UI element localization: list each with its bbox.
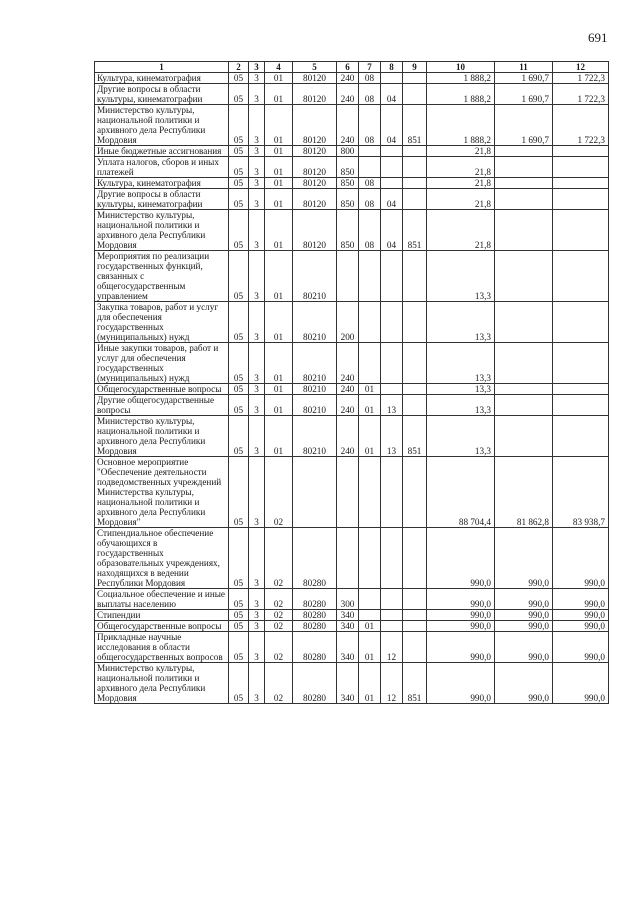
table-row bbox=[95, 251, 609, 302]
row-cell-col-10: 1 888,2 bbox=[427, 84, 495, 105]
row-cell-col-8 bbox=[381, 302, 403, 343]
row-cell-col-6: 850 bbox=[337, 189, 359, 210]
row-cell-col-11 bbox=[495, 251, 553, 302]
header-cell: 12 bbox=[553, 62, 609, 73]
row-cell-col-9 bbox=[403, 395, 427, 416]
row-cell-col-5: 80120 bbox=[293, 189, 337, 210]
row-cell-col-11 bbox=[495, 302, 553, 343]
row-cell-col-10: 990,0 bbox=[427, 632, 495, 663]
row-cell-col-12 bbox=[553, 251, 609, 302]
row-cell-col-3: 3 bbox=[249, 395, 265, 416]
row-cell-col-3: 3 bbox=[249, 210, 265, 251]
row-cell-col-3: 3 bbox=[249, 343, 265, 384]
row-cell-col-9: 851 bbox=[403, 663, 427, 704]
header-cell: 11 bbox=[495, 62, 553, 73]
row-cell-col-9 bbox=[403, 73, 427, 84]
row-cell-col-9 bbox=[403, 157, 427, 178]
row-cell-col-10: 21,8 bbox=[427, 146, 495, 157]
table-row bbox=[95, 610, 609, 621]
row-cell-col-3: 3 bbox=[249, 73, 265, 84]
header-cell: 8 bbox=[381, 62, 403, 73]
row-cell-col-2: 05 bbox=[229, 251, 249, 302]
row-cell-col-7 bbox=[359, 251, 381, 302]
row-cell-col-12 bbox=[553, 146, 609, 157]
row-cell-col-5: 80210 bbox=[293, 302, 337, 343]
row-cell-col-7: 08 bbox=[359, 189, 381, 210]
row-cell-col-3: 3 bbox=[249, 457, 265, 528]
row-cell-col-9 bbox=[403, 178, 427, 189]
row-cell-col-6: 240 bbox=[337, 73, 359, 84]
row-cell-col-4: 01 bbox=[265, 157, 293, 178]
row-cell-col-2: 05 bbox=[229, 178, 249, 189]
row-cell-col-8 bbox=[381, 157, 403, 178]
header-cell: 1 bbox=[95, 62, 229, 73]
row-cell-col-10: 990,0 bbox=[427, 528, 495, 589]
row-cell-col-3: 3 bbox=[249, 632, 265, 663]
row-cell-col-7: 08 bbox=[359, 73, 381, 84]
row-cell-col-10: 1 888,2 bbox=[427, 73, 495, 84]
row-cell-col-7 bbox=[359, 157, 381, 178]
row-cell-col-6: 340 bbox=[337, 621, 359, 632]
row-cell-col-6 bbox=[337, 457, 359, 528]
row-cell-col-6: 850 bbox=[337, 157, 359, 178]
row-cell-col-3: 3 bbox=[249, 416, 265, 457]
row-cell-col-3: 3 bbox=[249, 189, 265, 210]
table-row bbox=[95, 146, 609, 157]
row-cell-col-7 bbox=[359, 302, 381, 343]
row-cell-col-7 bbox=[359, 528, 381, 589]
row-cell-col-9 bbox=[403, 610, 427, 621]
row-cell-col-8 bbox=[381, 610, 403, 621]
row-name-cell: Культура, кинематография bbox=[95, 73, 229, 84]
row-cell-col-3: 3 bbox=[249, 663, 265, 704]
row-cell-col-9 bbox=[403, 84, 427, 105]
row-cell-col-10: 13,3 bbox=[427, 384, 495, 395]
row-cell-col-9 bbox=[403, 632, 427, 663]
row-cell-col-6: 240 bbox=[337, 343, 359, 384]
row-cell-col-11 bbox=[495, 178, 553, 189]
row-cell-col-10: 88 704,4 bbox=[427, 457, 495, 528]
row-cell-col-12 bbox=[553, 343, 609, 384]
row-name-cell: Иные бюджетные ассигнования bbox=[95, 146, 229, 157]
row-cell-col-3: 3 bbox=[249, 157, 265, 178]
row-cell-col-7 bbox=[359, 457, 381, 528]
row-cell-col-8 bbox=[381, 343, 403, 384]
row-cell-col-10: 13,3 bbox=[427, 416, 495, 457]
row-cell-col-6: 240 bbox=[337, 416, 359, 457]
row-cell-col-5: 80120 bbox=[293, 105, 337, 146]
row-cell-col-3: 3 bbox=[249, 178, 265, 189]
row-cell-col-11 bbox=[495, 395, 553, 416]
table-body bbox=[95, 73, 609, 704]
row-cell-col-9 bbox=[403, 146, 427, 157]
row-name-cell: Стипендиальное обеспечение обучающихся в государственных образовательных учреждениях, находящихся в ведении Республики Мордовия bbox=[95, 528, 229, 589]
row-cell-col-9 bbox=[403, 621, 427, 632]
row-cell-col-10: 21,8 bbox=[427, 157, 495, 178]
row-cell-col-2: 05 bbox=[229, 302, 249, 343]
row-cell-col-10: 21,8 bbox=[427, 210, 495, 251]
table-row bbox=[95, 178, 609, 189]
row-cell-col-3: 3 bbox=[249, 528, 265, 589]
row-cell-col-12: 990,0 bbox=[553, 528, 609, 589]
row-cell-col-6: 240 bbox=[337, 384, 359, 395]
row-cell-col-11: 990,0 bbox=[495, 632, 553, 663]
row-cell-col-12: 990,0 bbox=[553, 610, 609, 621]
row-name-cell: Общегосударственные вопросы bbox=[95, 384, 229, 395]
row-cell-col-4: 01 bbox=[265, 146, 293, 157]
row-cell-col-9 bbox=[403, 589, 427, 610]
header-row bbox=[95, 62, 609, 73]
row-cell-col-2: 05 bbox=[229, 663, 249, 704]
header-cell: 9 bbox=[403, 62, 427, 73]
row-cell-col-7 bbox=[359, 343, 381, 384]
row-cell-col-8: 04 bbox=[381, 210, 403, 251]
row-cell-col-3: 3 bbox=[249, 589, 265, 610]
row-cell-col-5: 80280 bbox=[293, 610, 337, 621]
row-name-cell: Министерство культуры, национальной политики и архивного дела Республики Мордовия bbox=[95, 416, 229, 457]
row-cell-col-3: 3 bbox=[249, 105, 265, 146]
row-cell-col-11 bbox=[495, 384, 553, 395]
row-cell-col-8 bbox=[381, 384, 403, 395]
row-cell-col-6: 800 bbox=[337, 146, 359, 157]
row-cell-col-4: 01 bbox=[265, 189, 293, 210]
row-cell-col-4: 02 bbox=[265, 621, 293, 632]
header-cell: 6 bbox=[337, 62, 359, 73]
row-cell-col-12: 1 722,3 bbox=[553, 105, 609, 146]
header-cell: 5 bbox=[293, 62, 337, 73]
row-cell-col-8: 13 bbox=[381, 395, 403, 416]
header-cell: 4 bbox=[265, 62, 293, 73]
row-cell-col-6: 850 bbox=[337, 178, 359, 189]
row-cell-col-8: 04 bbox=[381, 189, 403, 210]
row-cell-col-4: 01 bbox=[265, 416, 293, 457]
row-cell-col-8 bbox=[381, 589, 403, 610]
row-cell-col-9 bbox=[403, 189, 427, 210]
row-cell-col-4: 01 bbox=[265, 395, 293, 416]
row-cell-col-4: 01 bbox=[265, 384, 293, 395]
row-cell-col-11 bbox=[495, 189, 553, 210]
row-cell-col-12 bbox=[553, 157, 609, 178]
row-cell-col-9: 851 bbox=[403, 210, 427, 251]
row-cell-col-9 bbox=[403, 384, 427, 395]
row-cell-col-2: 05 bbox=[229, 84, 249, 105]
row-cell-col-4: 02 bbox=[265, 663, 293, 704]
row-cell-col-5: 80280 bbox=[293, 632, 337, 663]
table-row bbox=[95, 73, 609, 84]
row-cell-col-6: 340 bbox=[337, 610, 359, 621]
row-cell-col-3: 3 bbox=[249, 302, 265, 343]
row-cell-col-11 bbox=[495, 146, 553, 157]
row-cell-col-4: 02 bbox=[265, 457, 293, 528]
row-cell-col-5: 80280 bbox=[293, 589, 337, 610]
row-cell-col-5 bbox=[293, 457, 337, 528]
row-cell-col-3: 3 bbox=[249, 621, 265, 632]
header-cell: 3 bbox=[249, 62, 265, 73]
row-name-cell: Культура, кинематография bbox=[95, 178, 229, 189]
row-cell-col-9: 851 bbox=[403, 105, 427, 146]
row-cell-col-12 bbox=[553, 189, 609, 210]
table-header bbox=[95, 62, 609, 73]
row-cell-col-3: 3 bbox=[249, 610, 265, 621]
row-cell-col-2: 05 bbox=[229, 457, 249, 528]
row-cell-col-4: 02 bbox=[265, 610, 293, 621]
table-row bbox=[95, 528, 609, 589]
row-cell-col-2: 05 bbox=[229, 395, 249, 416]
row-cell-col-8: 13 bbox=[381, 416, 403, 457]
row-cell-col-6 bbox=[337, 528, 359, 589]
row-cell-col-3: 3 bbox=[249, 84, 265, 105]
row-cell-col-7: 01 bbox=[359, 416, 381, 457]
row-cell-col-8 bbox=[381, 528, 403, 589]
row-cell-col-2: 05 bbox=[229, 384, 249, 395]
row-cell-col-12: 990,0 bbox=[553, 632, 609, 663]
row-cell-col-6: 200 bbox=[337, 302, 359, 343]
row-cell-col-6: 240 bbox=[337, 84, 359, 105]
table-row bbox=[95, 157, 609, 178]
row-cell-col-8 bbox=[381, 178, 403, 189]
table-row bbox=[95, 343, 609, 384]
row-name-cell: Мероприятия по реализации государственных функций, связанных с общегосударственным управлением bbox=[95, 251, 229, 302]
table-row bbox=[95, 395, 609, 416]
table-row bbox=[95, 105, 609, 146]
row-cell-col-11: 1 690,7 bbox=[495, 84, 553, 105]
row-cell-col-8 bbox=[381, 251, 403, 302]
row-cell-col-11: 990,0 bbox=[495, 663, 553, 704]
row-cell-col-9 bbox=[403, 457, 427, 528]
row-cell-col-12: 83 938,7 bbox=[553, 457, 609, 528]
row-cell-col-4: 01 bbox=[265, 210, 293, 251]
row-cell-col-12 bbox=[553, 416, 609, 457]
row-name-cell: Общегосударственные вопросы bbox=[95, 621, 229, 632]
table-row bbox=[95, 416, 609, 457]
row-cell-col-2: 05 bbox=[229, 189, 249, 210]
row-cell-col-8: 04 bbox=[381, 84, 403, 105]
row-name-cell: Стипендии bbox=[95, 610, 229, 621]
row-cell-col-9 bbox=[403, 528, 427, 589]
row-cell-col-8 bbox=[381, 457, 403, 528]
row-cell-col-9: 851 bbox=[403, 416, 427, 457]
row-cell-col-5: 80210 bbox=[293, 395, 337, 416]
header-cell: 7 bbox=[359, 62, 381, 73]
row-cell-col-2: 05 bbox=[229, 210, 249, 251]
budget-table bbox=[94, 61, 609, 704]
row-cell-col-10: 21,8 bbox=[427, 189, 495, 210]
header-cell: 2 bbox=[229, 62, 249, 73]
row-cell-col-5: 80280 bbox=[293, 528, 337, 589]
row-cell-col-3: 3 bbox=[249, 384, 265, 395]
row-cell-col-4: 02 bbox=[265, 528, 293, 589]
row-cell-col-11: 990,0 bbox=[495, 589, 553, 610]
row-cell-col-10: 13,3 bbox=[427, 395, 495, 416]
row-cell-col-12: 1 722,3 bbox=[553, 84, 609, 105]
row-cell-col-7: 08 bbox=[359, 210, 381, 251]
row-cell-col-6 bbox=[337, 251, 359, 302]
row-cell-col-7 bbox=[359, 610, 381, 621]
row-cell-col-6: 240 bbox=[337, 105, 359, 146]
row-cell-col-6: 240 bbox=[337, 395, 359, 416]
row-cell-col-11 bbox=[495, 157, 553, 178]
row-cell-col-7: 01 bbox=[359, 395, 381, 416]
row-name-cell: Иные закупки товаров, работ и услуг для обеспечения государственных (муниципальных) нужд bbox=[95, 343, 229, 384]
row-name-cell: Министерство культуры, национальной политики и архивного дела Республики Мордовия bbox=[95, 210, 229, 251]
row-cell-col-5: 80120 bbox=[293, 178, 337, 189]
row-cell-col-4: 01 bbox=[265, 251, 293, 302]
table-row bbox=[95, 84, 609, 105]
row-cell-col-8: 12 bbox=[381, 663, 403, 704]
row-cell-col-9 bbox=[403, 343, 427, 384]
row-cell-col-2: 05 bbox=[229, 621, 249, 632]
row-cell-col-2: 05 bbox=[229, 416, 249, 457]
row-cell-col-2: 05 bbox=[229, 146, 249, 157]
row-cell-col-11: 1 690,7 bbox=[495, 105, 553, 146]
row-cell-col-10: 990,0 bbox=[427, 663, 495, 704]
row-cell-col-4: 01 bbox=[265, 84, 293, 105]
row-cell-col-5: 80120 bbox=[293, 73, 337, 84]
row-cell-col-6: 300 bbox=[337, 589, 359, 610]
row-cell-col-12: 990,0 bbox=[553, 589, 609, 610]
row-cell-col-10: 21,8 bbox=[427, 178, 495, 189]
row-cell-col-2: 05 bbox=[229, 73, 249, 84]
row-cell-col-11 bbox=[495, 210, 553, 251]
row-cell-col-5: 80120 bbox=[293, 84, 337, 105]
row-cell-col-5: 80280 bbox=[293, 663, 337, 704]
row-cell-col-2: 05 bbox=[229, 610, 249, 621]
row-cell-col-7 bbox=[359, 589, 381, 610]
row-cell-col-10: 990,0 bbox=[427, 610, 495, 621]
row-cell-col-5: 80210 bbox=[293, 343, 337, 384]
table-row bbox=[95, 663, 609, 704]
row-cell-col-5: 80210 bbox=[293, 384, 337, 395]
row-cell-col-8 bbox=[381, 621, 403, 632]
row-cell-col-4: 01 bbox=[265, 343, 293, 384]
header-cell: 10 bbox=[427, 62, 495, 73]
row-cell-col-11 bbox=[495, 416, 553, 457]
row-cell-col-12 bbox=[553, 210, 609, 251]
row-cell-col-4: 02 bbox=[265, 632, 293, 663]
row-cell-col-5: 80210 bbox=[293, 416, 337, 457]
row-cell-col-12: 990,0 bbox=[553, 663, 609, 704]
row-cell-col-5: 80120 bbox=[293, 157, 337, 178]
row-cell-col-8 bbox=[381, 146, 403, 157]
row-cell-col-10: 990,0 bbox=[427, 589, 495, 610]
row-cell-col-2: 05 bbox=[229, 343, 249, 384]
row-name-cell: Другие общегосударственные вопросы bbox=[95, 395, 229, 416]
row-cell-col-7: 01 bbox=[359, 621, 381, 632]
row-cell-col-11: 990,0 bbox=[495, 621, 553, 632]
row-cell-col-7 bbox=[359, 146, 381, 157]
table-row bbox=[95, 302, 609, 343]
row-cell-col-3: 3 bbox=[249, 251, 265, 302]
row-cell-col-12 bbox=[553, 384, 609, 395]
row-cell-col-4: 01 bbox=[265, 302, 293, 343]
row-name-cell: Министерство культуры, национальной политики и архивного дела Республики Мордовия bbox=[95, 663, 229, 704]
table-row bbox=[95, 632, 609, 663]
row-name-cell: Другие вопросы в области культуры, кинематографии bbox=[95, 189, 229, 210]
row-cell-col-7: 01 bbox=[359, 384, 381, 395]
row-cell-col-6: 340 bbox=[337, 632, 359, 663]
row-cell-col-7: 08 bbox=[359, 178, 381, 189]
row-cell-col-2: 05 bbox=[229, 589, 249, 610]
table-row bbox=[95, 621, 609, 632]
row-cell-col-4: 01 bbox=[265, 73, 293, 84]
row-cell-col-8: 04 bbox=[381, 105, 403, 146]
row-name-cell: Прикладные научные исследования в области общегосударственных вопросов bbox=[95, 632, 229, 663]
row-name-cell: Закупка товаров, работ и услуг для обеспечения государственных (муниципальных) нужд bbox=[95, 302, 229, 343]
row-cell-col-10: 13,3 bbox=[427, 343, 495, 384]
row-cell-col-7: 08 bbox=[359, 84, 381, 105]
table-row bbox=[95, 384, 609, 395]
row-name-cell: Уплата налогов, сборов и иных платежей bbox=[95, 157, 229, 178]
row-cell-col-11 bbox=[495, 343, 553, 384]
row-cell-col-12 bbox=[553, 178, 609, 189]
table-row bbox=[95, 189, 609, 210]
row-cell-col-2: 05 bbox=[229, 157, 249, 178]
row-name-cell: Министерство культуры, национальной политики и архивного дела Республики Мордовия bbox=[95, 105, 229, 146]
row-cell-col-8 bbox=[381, 73, 403, 84]
row-cell-col-7: 08 bbox=[359, 105, 381, 146]
row-cell-col-10: 13,3 bbox=[427, 251, 495, 302]
row-cell-col-9 bbox=[403, 251, 427, 302]
row-cell-col-4: 01 bbox=[265, 178, 293, 189]
row-cell-col-5: 80120 bbox=[293, 210, 337, 251]
row-cell-col-5: 80210 bbox=[293, 251, 337, 302]
row-cell-col-11: 990,0 bbox=[495, 528, 553, 589]
row-cell-col-2: 05 bbox=[229, 632, 249, 663]
row-cell-col-11: 990,0 bbox=[495, 610, 553, 621]
row-cell-col-6: 850 bbox=[337, 210, 359, 251]
row-cell-col-9 bbox=[403, 302, 427, 343]
row-cell-col-12: 1 722,3 bbox=[553, 73, 609, 84]
table-row bbox=[95, 457, 609, 528]
row-cell-col-2: 05 bbox=[229, 528, 249, 589]
row-cell-col-7: 01 bbox=[359, 632, 381, 663]
row-cell-col-5: 80120 bbox=[293, 146, 337, 157]
row-cell-col-7: 01 bbox=[359, 663, 381, 704]
row-cell-col-6: 340 bbox=[337, 663, 359, 704]
row-name-cell: Другие вопросы в области культуры, кинематографии bbox=[95, 84, 229, 105]
row-cell-col-5: 80280 bbox=[293, 621, 337, 632]
row-cell-col-10: 13,3 bbox=[427, 302, 495, 343]
page-number: 691 bbox=[588, 30, 608, 45]
row-cell-col-3: 3 bbox=[249, 146, 265, 157]
row-cell-col-8: 12 bbox=[381, 632, 403, 663]
row-cell-col-11: 81 862,8 bbox=[495, 457, 553, 528]
row-cell-col-12 bbox=[553, 395, 609, 416]
row-cell-col-12: 990,0 bbox=[553, 621, 609, 632]
row-name-cell: Основное мероприятие "Обеспечение деятельности подведомственных учреждений Министерства культуры, национальной политики и архивного дела Республики Мордовия" bbox=[95, 457, 229, 528]
row-cell-col-10: 990,0 bbox=[427, 621, 495, 632]
row-cell-col-12 bbox=[553, 302, 609, 343]
row-cell-col-4: 01 bbox=[265, 105, 293, 146]
row-cell-col-2: 05 bbox=[229, 105, 249, 146]
row-cell-col-4: 02 bbox=[265, 589, 293, 610]
table-row bbox=[95, 589, 609, 610]
table-row bbox=[95, 210, 609, 251]
row-cell-col-10: 1 888,2 bbox=[427, 105, 495, 146]
row-cell-col-11: 1 690,7 bbox=[495, 73, 553, 84]
row-name-cell: Социальное обеспечение и иные выплаты населению bbox=[95, 589, 229, 610]
